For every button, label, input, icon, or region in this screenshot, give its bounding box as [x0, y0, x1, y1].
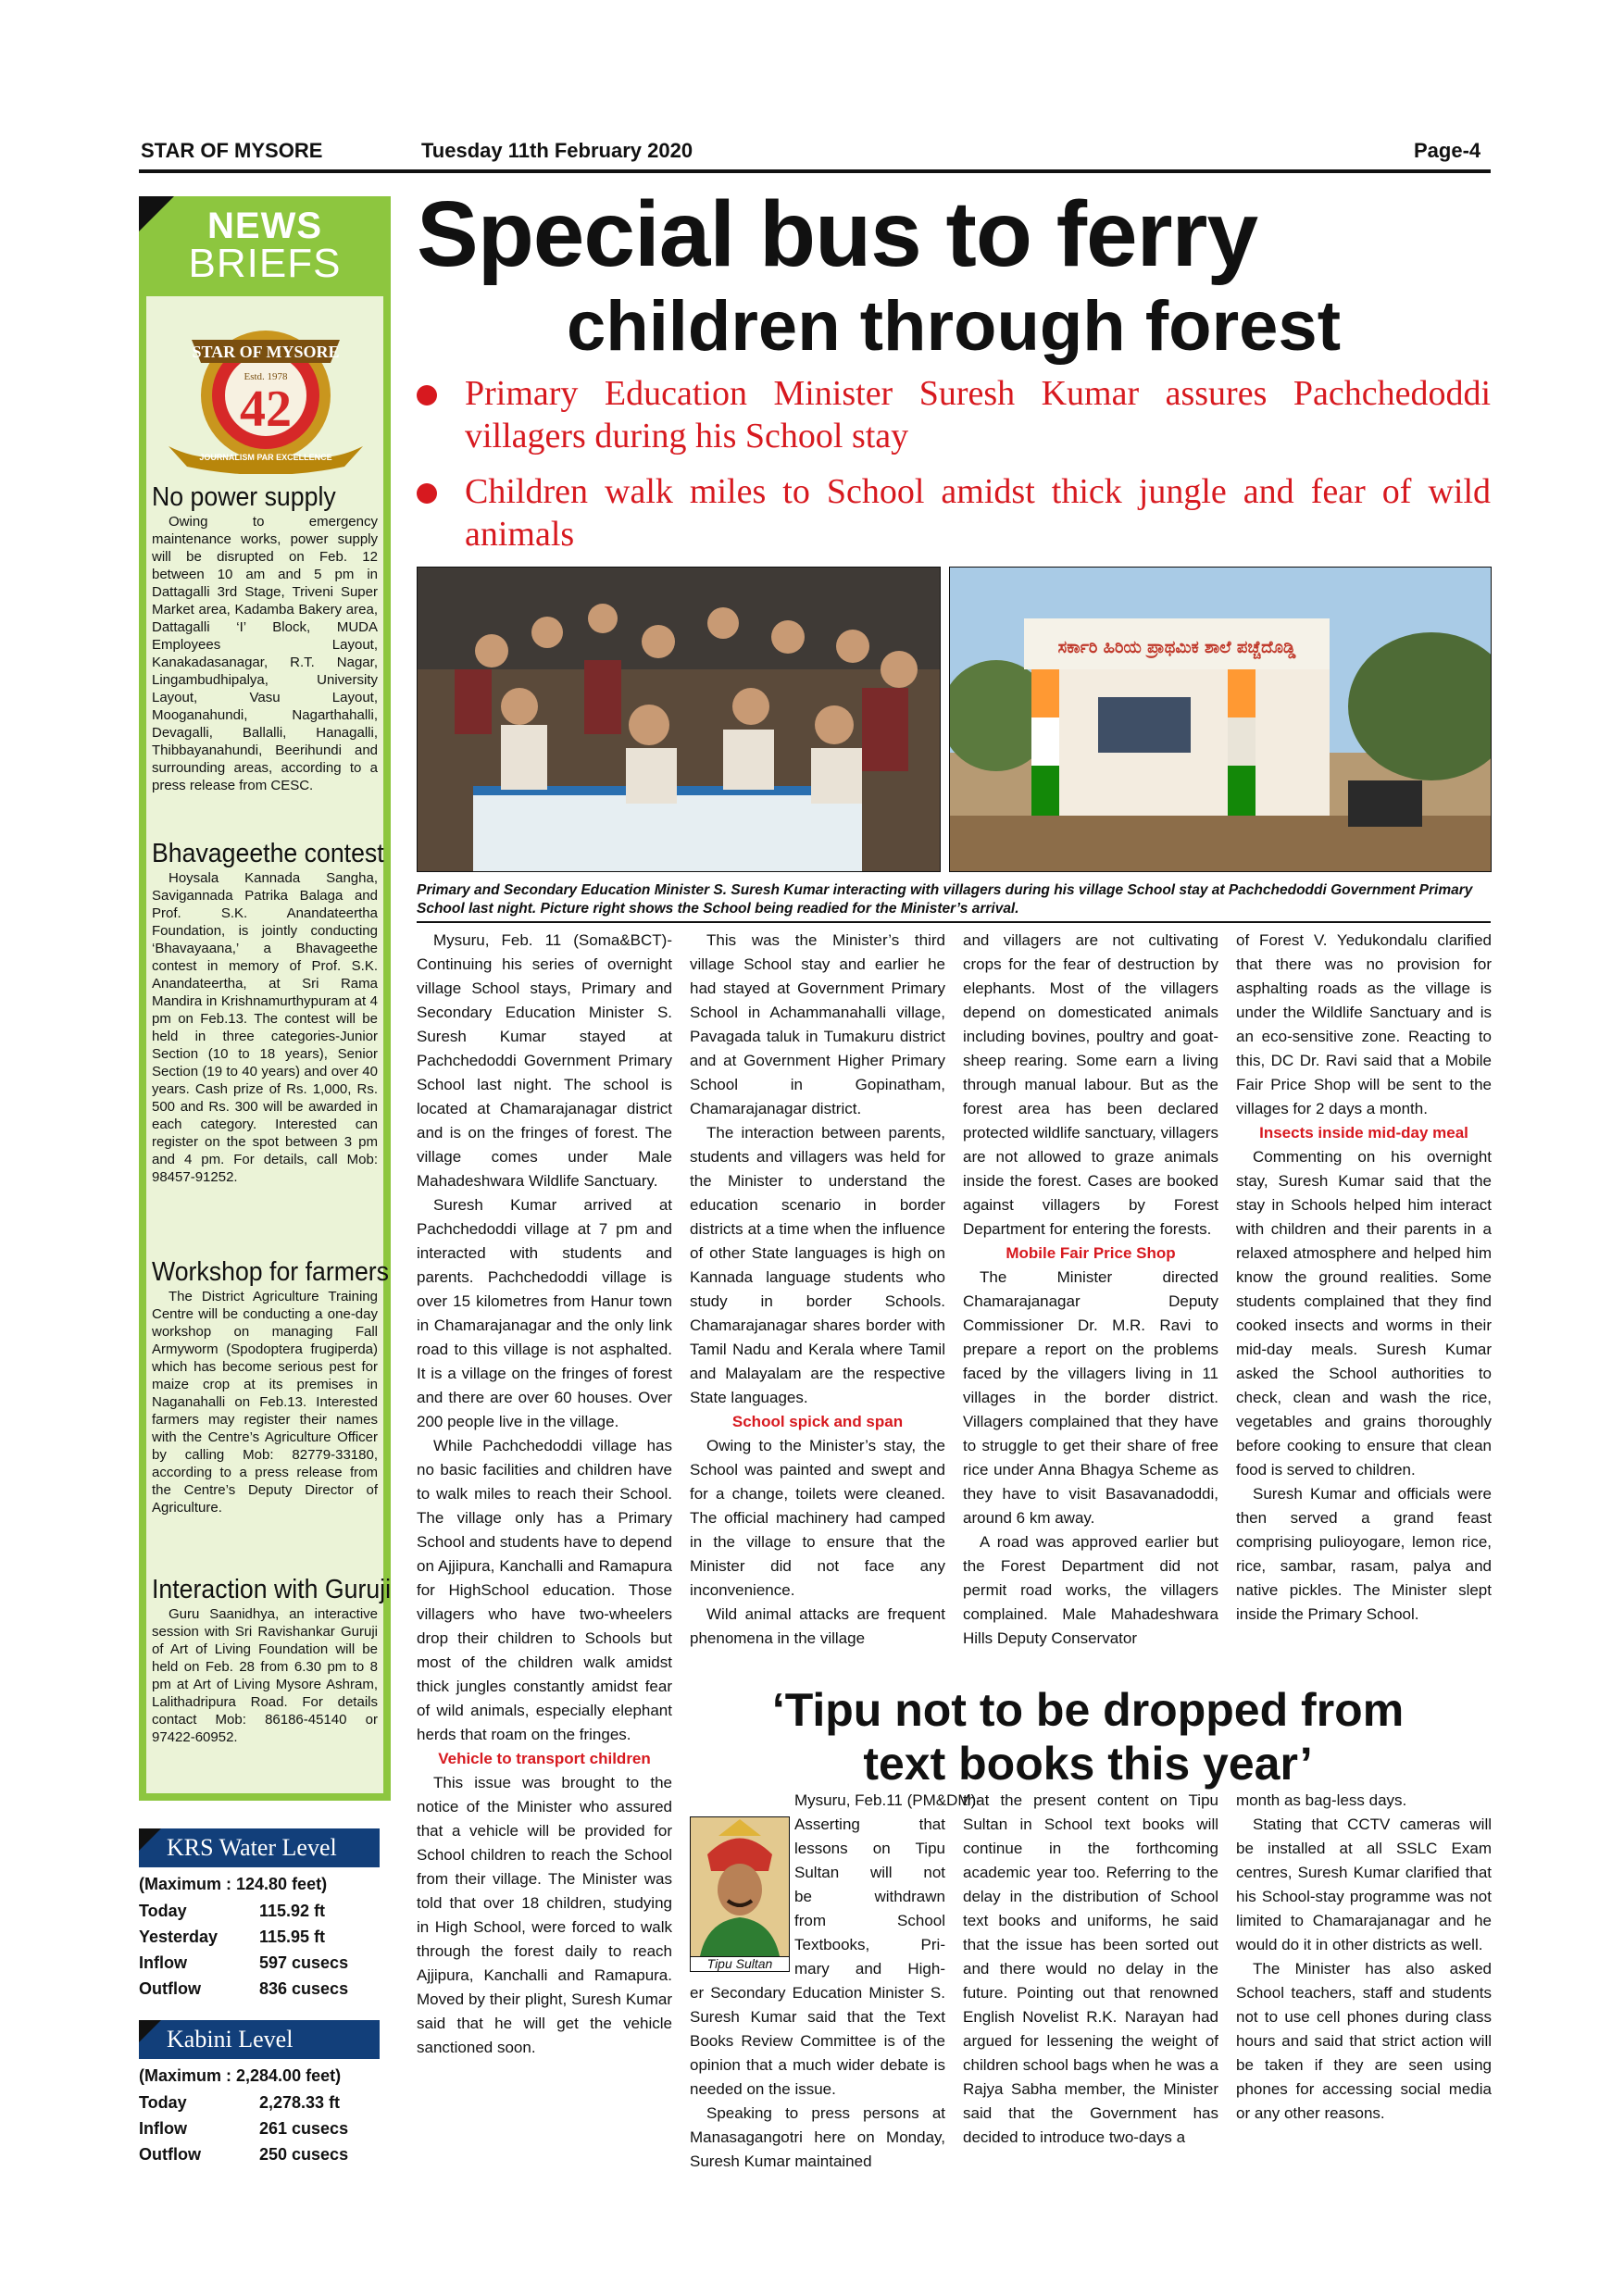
brief-guruji	[152, 1574, 392, 1746]
article-col-1	[417, 929, 672, 2060]
krs-label: Outflow	[139, 1978, 201, 1998]
logo-ribbon: JOURNALISM PAR EXCELLENCE	[199, 453, 332, 462]
table-row	[139, 2115, 380, 2141]
brief-title: Workshop for farmers	[152, 1257, 390, 1287]
tipu-headline-line1: ‘Tipu not to be dropped from	[771, 1684, 1405, 1736]
paragraph: Stating that CCTV cameras will be installed at all SSLC Exam centres, Suresh Kumar clarified that his School-stay programme was not limited to Chamarajanagar and he would do it in other districts as well.	[1236, 1816, 1492, 1953]
paragraph: This issue was brought to the notice of the Minister who assured that a vehicle will be provided for School children to reach the School from their village. The Minister was told that over 18 children, studying in High School, were forced to walk through the forest daily to reach Ajjipura, Kanchalli and Ramapura. Moved by their plight, Suresh Kumar said that he will get the vehicle sanctioned soon.	[417, 1774, 672, 2056]
paragraph: Wild animal attacks are frequent phenomena in the village	[690, 1605, 945, 1647]
table-row	[139, 2141, 380, 2167]
tipu-portrait	[690, 1816, 790, 1957]
text-line: Sultan will not	[794, 1864, 945, 1881]
brief-body: The District Agriculture Training Centre will be conducting a one-day workshop on managing Fall Armyworm (Spodoptera frugiperda) which has become serious pest for maize crop at its premises in Naganahalli on Feb.13. Interested farmers may register their names with the Centre’s Agriculture Officer by calling Mob: 82779-33180, according to a press release from the Centre’s Deputy Director of Agriculture.	[152, 1289, 378, 1516]
krs-value: 115.92 ft	[259, 1901, 326, 1920]
paragraph: Speaking to press persons at Manasagangotri here on Monday, Suresh Kumar maintained	[690, 2104, 945, 2170]
paragraph: While Pachchedoddi village has no basic facilities and children have to walk miles to reach their School. The village only has a Primary School and students have to depend on Ajjipura, Kanchalli and Ramapura for HighSchool education. Those villagers who have two-wheelers drop their children to Schools but most of the children walk amidst thick jungles constantly amidst fear of wild animals, especially elephant herds that roam on the fringes.	[417, 1437, 672, 1743]
issue-date: Tuesday 11th February 2020	[421, 139, 693, 162]
header-rule	[139, 169, 1491, 173]
kabini-title-bar	[139, 2020, 380, 2059]
subheading: Insects inside mid-day meal	[1259, 1124, 1468, 1142]
table-row	[139, 1950, 380, 1976]
text-line: from School	[794, 1912, 945, 1929]
kabini-label: Inflow	[139, 2118, 187, 2138]
minister-photo	[417, 567, 941, 872]
logo-estd: Estd. 1978	[244, 371, 288, 382]
paragraph: Owing to the Minister’s stay, the School was painted and swept and for a change, toilets were cleaned. The official machinery had camped in the village to ensure that the Minister did not face any inconvenience.	[690, 1437, 945, 1599]
page-number: Page-4	[1414, 139, 1481, 162]
table-row	[139, 1924, 380, 1950]
krs-max: (Maximum : 124.80 feet)	[139, 1875, 328, 1893]
krs-label: Inflow	[139, 1953, 187, 1972]
tipu-headline-line2: text books this year’	[863, 1738, 1313, 1790]
text-line: lessons on Tipu	[794, 1840, 945, 1857]
paragraph: Mysuru, Feb. 11 (Soma&BCT)- Continuing his series of overnight village School stays, Primary and Secondary Education Minister S. Suresh Kumar stayed at Pachchedoddi Government Primary School last night. The school is located at Chamarajanagar district and is on the fringes of forest. The village comes under Male Mahadeshwara Wildlife Sanctuary.	[417, 931, 672, 1190]
krs-label: Yesterday	[139, 1927, 219, 1946]
paragraph: Suresh Kumar and officials were then served a grand feast comprising pulioyogare, lemon rice, rice, sambar, rasam, palya and native pickles. The Minister slept inside the Primary School.	[1236, 1485, 1492, 1623]
caption-rule	[417, 921, 1491, 923]
tipu-photo-caption: Tipu Sultan	[690, 1956, 790, 1972]
brief-title: No power supply	[152, 482, 336, 512]
kabini-label: Outflow	[139, 2144, 201, 2164]
text-line: Textbooks, Pri-	[794, 1936, 945, 1953]
table-row	[139, 1976, 380, 2002]
article-col-4	[1236, 929, 1492, 1627]
article-col-3	[963, 929, 1218, 1651]
brief-body: Hoysala Kannada Sangha, Savigannada Patrika Balaga and Prof. S.K. Anandateertha Foundation, is jointly conducting ‘Bhavayaana,’ a Bhavageethe contest in memory of Prof. S.K. Anandateertha, at Sri Rama Mandira in Krishnamurthypuram at 4 pm on Feb.13. The contest will be held in three categories-Junior Section (10 to 18 years), Senior Section (19 to 40 years) and over 40 years. Cash prize of Rs. 1,000, Rs. 500 and Rs. 300 will be awarded in each category. Interested can register on the spot between 3 pm and 4 pm. For details, call Mob: 98457-91252.	[152, 870, 378, 1185]
paper-name: STAR OF MYSORE	[141, 139, 323, 162]
photo-caption: Primary and Secondary Education Minister S. Suresh Kumar interacting with villagers during his village School stay at Pachchedoddi Government Primary School last night. Picture right shows the School being readied for the Minister’s arrival.	[417, 882, 1473, 917]
main-headline-line1: Special bus to ferry	[417, 182, 1258, 286]
text-line: mary and High-	[794, 1960, 945, 1978]
paragraph: Suresh Kumar arrived at Pachchedoddi village at 7 pm and interacted with students and parents. Pachchedoddi village is over 15 kilometres from Hanur town in Chamarajanagar and the only link road to this village is not asphalted. It is a village on the fringes of forest and there are over 60 houses. Over 200 people live in the village.	[417, 1196, 672, 1430]
tipu-col-2-top	[794, 1789, 981, 1981]
paragraph: of Forest V. Yedukondalu clarified that there was no provision for asphalting roads as the village is under the Wildlife Sanctuary and is an eco-sensitive zone. Reacting to this, DC Dr. Ravi said that a Mobile Fair Price Shop will be sent to the villages for 2 days a month.	[1236, 931, 1492, 1117]
subheading: Mobile Fair Price Shop	[1006, 1244, 1176, 1262]
krs-table	[139, 1898, 380, 2002]
bullet-dot-icon	[417, 385, 437, 406]
subheading: School spick and span	[731, 1413, 904, 1430]
paragraph: The interaction between parents, students and villagers was held for the Minister to understand the education scenario in border districts at a time when the influence of other State languages is high on Kannada language students who study in border Schools. Chamarajanagar shares border with Tamil Nadu and Kerala where Tamil and Malayalam are the respective State languages.	[690, 1124, 945, 1406]
brief-bhavageethe	[152, 838, 384, 1186]
kabini-table	[139, 2090, 380, 2167]
paragraph: that the present content on Tipu Sultan in School text books will continue in the forthcoming academic year too. Referring to the delay in the distribution of School text books and uniforms, he said that the issue has been sorted out and there would no delay in the future. Pointing out that renowned English Novelist R.K. Narayan had argued for lessening the weight of children school bags when he was a Rajya Sabha member, the Minister said that the Government has decided to introduce two-days a	[963, 1791, 1218, 2146]
paragraph: month as bag-less days.	[1236, 1791, 1407, 1809]
text-line: Mysuru, Feb.11 (PM&DM)-	[794, 1791, 981, 1809]
tipu-headline	[685, 1683, 1491, 1791]
brief-power-supply	[152, 481, 378, 794]
kabini-max: (Maximum : 2,284.00 feet)	[139, 2066, 342, 2085]
krs-title: KRS Water Level	[167, 1834, 337, 1861]
kabini-title: Kabini Level	[167, 2026, 294, 2053]
brief-title: Bhavageethe contest	[152, 839, 384, 868]
paragraph: and villagers are not cultivating crops for the fear of destruction by elephants. Most of the villagers depend on domesticated animals including bovines, poultry and goat-sheep rearing. Some earn a living through manual labour. But as the forest area has been declared protected wildlife sanctuary, villagers are not allowed to graze animals inside the forest. Cases are booked against villagers by Forest Department for entering the forests.	[963, 931, 1218, 1238]
logo-top: STAR OF MYSORE	[192, 343, 340, 361]
krs-title-bar	[139, 1828, 380, 1867]
brief-body: Owing to emergency maintenance works, power supply will be disrupted on Feb. 12 between 10 am and 5 pm in Dattagalli 3rd Stage, Triveni Super Market area, Kadamba Bakery area, Dattagalli ‘I’ Block, MUDA Employees Layout, Kanakadasanagar, R.T. Nagar, Lingambudhipalya, University Layout, Vasu Layout, Mooganahundi, Nagarthahalli, Devagalli, Ballalli, Hanagalli, Thibbayanahundi, Beerihundi and surrounding areas, according to a press release from CESC.	[152, 514, 378, 793]
paragraph: The Minister directed Chamarajanagar Deputy Commissioner Dr. M.R. Ravi to prepare a report on the problems faced by the villagers living in 11 villages in the border district. Villagers complained that they have to struggle to get their share of free rice under Anna Bhagya Scheme as they have to visit Basavanadoddi, around 6 km away.	[963, 1268, 1218, 1527]
bullet-dot-icon	[417, 483, 437, 504]
krs-water-level	[139, 1828, 380, 2167]
anniversary-logo	[159, 307, 372, 474]
tipu-col-2	[690, 1981, 945, 2174]
kabini-value: 250 cusecs	[259, 2144, 349, 2164]
school-sign: ಸರ್ಕಾರಿ ಹಿರಿಯ ಪ್ರಾಥಮಿಕ ಶಾಲೆ ಪಚ್ಚೆದೊಡ್ಡಿ	[1057, 638, 1296, 657]
paragraph: A road was approved earlier but the Forest Department did not permit road works, the villagers complained. Male Mahadeshwara Hills Deputy Conservator	[963, 1533, 1218, 1647]
brief-body: Guru Saanidhya, an interactive session with Sri Ravishankar Guruji of Art of Living Foundation will be held on Feb. 28 from 6.30 pm to 8 pm at Art of Living Mysore Ashram, Lalithadripura Road. For details contact Mob: 86186-45140 or 97422-60952.	[152, 1606, 378, 1745]
table-row	[139, 1898, 380, 1924]
bullet-2	[417, 470, 1491, 555]
kabini-value: 2,278.33 ft	[259, 2092, 341, 2112]
news-label: NEWS	[207, 206, 322, 246]
tipu-col-4	[1236, 1789, 1492, 2126]
krs-value: 836 cusecs	[259, 1978, 349, 1998]
paragraph: Commenting on his overnight stay, Suresh Kumar said that the stay in Schools helped him interact with children and their parents in a relaxed atmosphere and helped him know the ground realities. Some students complained that they find cooked insects and worms in their mid-day meals. Suresh Kumar asked the School authorities to check, clean and wash the rice, vegetables and grains thoroughly before cooking to ensure that clean food is served to children.	[1236, 1148, 1492, 1479]
bullet-text: Primary Education Minister Suresh Kumar assures Pachchedoddi villagers during his School stay	[465, 374, 1491, 455]
text-line: be withdrawn	[794, 1888, 945, 1905]
paragraph: This was the Minister’s third village School stay and earlier he had stayed at Government Primary School in Achammanahalli village, Pavagada taluk in Tumakuru district and at Government Higher Primary School in Gopinatham, Chamarajanagar district.	[690, 931, 945, 1117]
bullet-1	[417, 372, 1491, 457]
bullet-text: Children walk miles to School amidst thick jungle and fear of wild animals	[465, 472, 1491, 554]
main-headline-line2: children through forest	[567, 287, 1341, 366]
subheading: Vehicle to transport children	[438, 1750, 651, 1767]
text-line: Asserting that	[794, 1816, 945, 1833]
paragraph: er Secondary Education Minister S. Suresh Kumar said that the Text Books Review Committee is of the opinion that a much wider debate is needed on the issue.	[690, 1984, 945, 2098]
school-photo	[949, 567, 1492, 872]
krs-value: 115.95 ft	[259, 1927, 326, 1946]
krs-value: 597 cusecs	[259, 1953, 349, 1972]
briefs-label: BRIEFS	[188, 241, 342, 286]
tipu-col-3	[963, 1789, 1218, 2150]
kabini-label: Today	[139, 2092, 187, 2112]
brief-title: Interaction with Guruji	[152, 1575, 392, 1604]
logo-number: 42	[240, 381, 292, 438]
paragraph: The Minister has also asked School teachers, staff and students not to use cell phones during class hours and said that strict action will be taken if they are seen using phones for accessing social media or any other reasons.	[1236, 1960, 1492, 2122]
table-row	[139, 2090, 380, 2115]
brief-workshop	[152, 1256, 390, 1516]
krs-label: Today	[139, 1901, 187, 1920]
article-col-2	[690, 929, 945, 1651]
kabini-value: 261 cusecs	[259, 2118, 349, 2138]
